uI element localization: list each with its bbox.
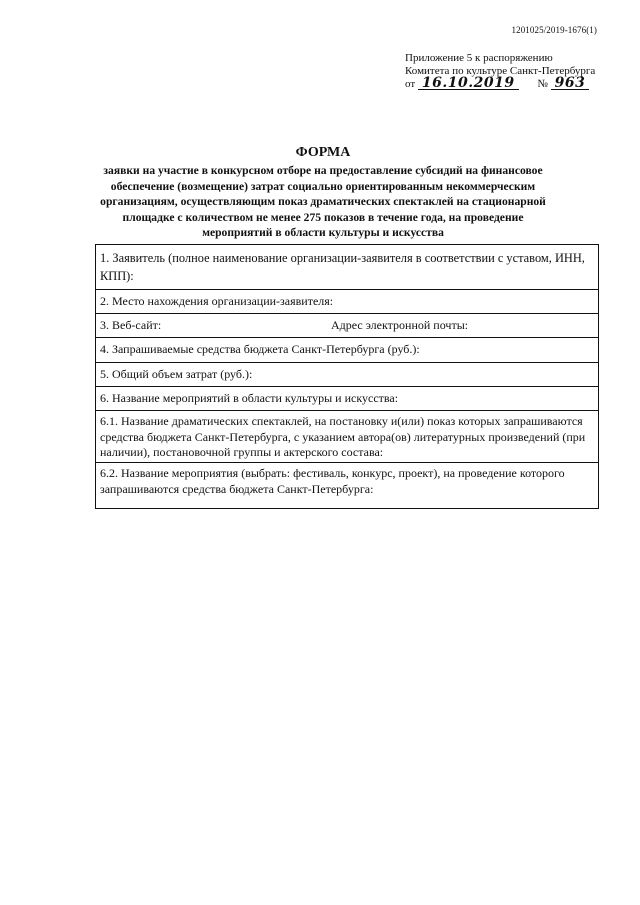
row-item-6-2[interactable]: 6.2. Название мероприятия (выбрать: фестиваль, конкурс, проект), на проведение которого запрашиваются средства бюджета Санкт-Петербурга:: [100, 466, 565, 496]
row-website-email[interactable]: [96, 314, 598, 338]
row-requested-funds[interactable]: 4. Запрашиваемые средства бюджета Санкт-Петербурга (руб.):: [96, 338, 598, 363]
annex-date-line: [405, 77, 595, 91]
annex-line-1: Приложение 5 к распоряжению: [405, 52, 553, 64]
row-item-6-1[interactable]: 6.1. Название драматических спектаклей, на постановку и(или) показ которых запрашиваются средства бюджета Санкт-Петербурга, с указанием автора(ов) литературных произведений (при наличии), постановочной группы и актерского состава:: [96, 411, 598, 463]
annex-header: [405, 52, 595, 91]
row-location[interactable]: 2. Место нахождения организации-заявителя:: [96, 290, 598, 314]
row-event-name[interactable]: 6. Название мероприятий в области культуры и искусства:: [96, 387, 598, 411]
row-applicant[interactable]: 1. Заявитель (полное наименование организации-заявителя в соответствии с уставом, ИНН, КПП):: [96, 245, 598, 290]
row-total-costs[interactable]: 5. Общий объем затрат (руб.):: [96, 363, 598, 387]
number-prefix: №: [537, 78, 548, 90]
form-title: ФОРМА: [295, 145, 351, 160]
date-prefix: от: [405, 78, 416, 90]
website-label: 3. Веб-сайт:: [100, 318, 162, 332]
form-subtitle: заявки на участие в конкурсном отборе на предоставление субсидий на финансовое обеспечение (возмещение) затрат социально ориентированным некоммерческим организациям, осуществляющим показ драматических спектаклей на стационарной площадке с количеством не менее 275 показов в течение года, на проведение мероприятий в области культуры и искусства: [100, 164, 546, 239]
annex-line-2: Комитета по культуре Санкт-Петербурга: [405, 64, 596, 77]
email-label: Адрес электронной почты:: [331, 318, 469, 332]
form-heading: [90, 145, 556, 241]
handwritten-date: 16.10.2019: [418, 77, 519, 90]
application-form-table: [95, 244, 599, 509]
handwritten-number: 963: [551, 77, 590, 90]
document-id: 1201025/2019-1676(1): [511, 25, 597, 35]
